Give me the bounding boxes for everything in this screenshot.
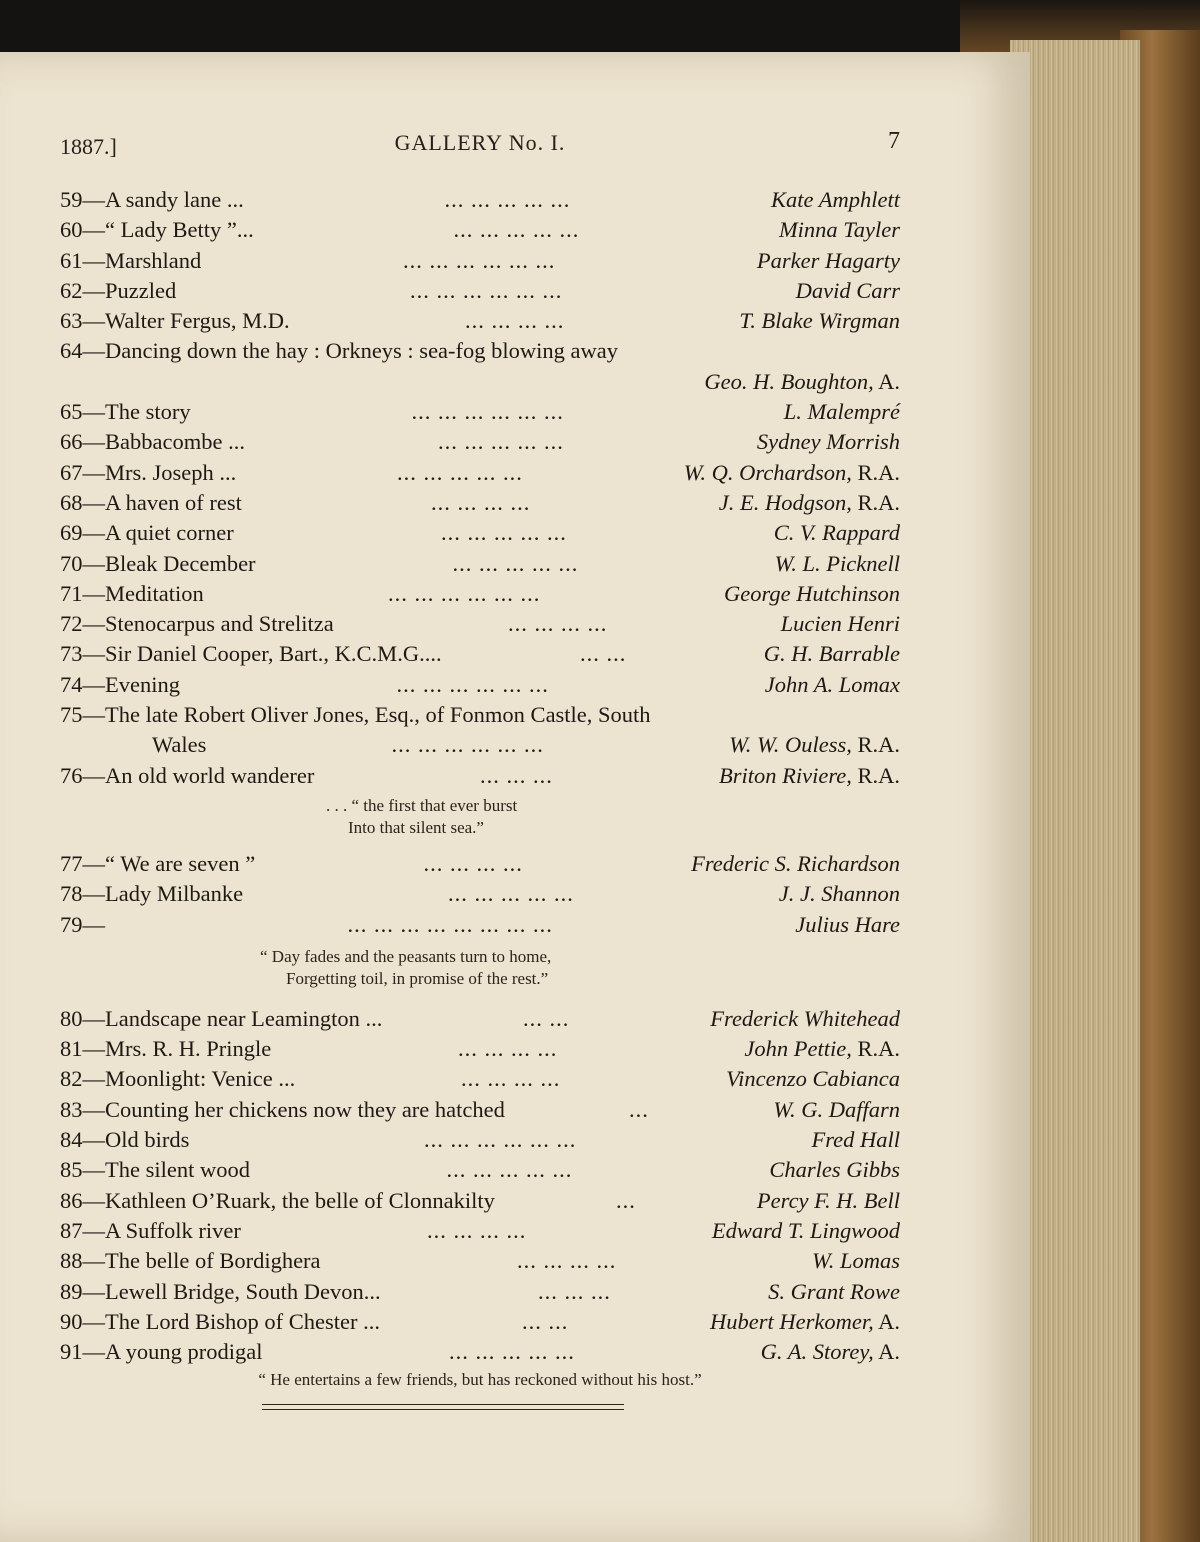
entry-artist-honour: R.A. <box>851 1036 900 1062</box>
entry-artist-name: Vincenzo Cabianca <box>726 1066 900 1092</box>
entry-artist <box>719 761 900 791</box>
entry-leader-dots: ... ... ... ... ... <box>446 1157 573 1183</box>
entry-leader-dots: ... ... ... <box>538 1278 611 1304</box>
entry-title: 83—Counting her chickens now they are hatched <box>60 1096 505 1122</box>
entry-title: 84—Old birds <box>60 1127 190 1153</box>
entry-artist <box>769 1155 900 1185</box>
entry-title: 60—“ Lady Betty ”... <box>60 217 254 243</box>
entry-leader-dots: ... ... ... ... ... <box>448 881 574 907</box>
verse-quote-1-line-1: . . . “ the first that ever burst <box>326 795 518 815</box>
catalogue-entry <box>60 185 900 215</box>
entry-artist-honour: R.A. <box>851 459 900 485</box>
entry-artist-honour: A. <box>873 368 900 394</box>
entry-title: 90—The Lord Bishop of Chester ... <box>60 1308 380 1334</box>
entry-artist <box>704 367 900 397</box>
entry-leader-dots: ... ... ... ... ... <box>449 1339 575 1365</box>
entry-artist <box>812 1246 900 1276</box>
entry-leader-dots: ... ... ... ... ... ... <box>403 247 556 273</box>
entry-title: 66—Babbacombe ... <box>60 429 245 455</box>
entry-title: 65—The story <box>60 399 191 425</box>
catalogue-entry <box>60 849 900 879</box>
catalogue-entry <box>60 215 900 245</box>
catalogue-entry <box>60 1095 900 1125</box>
entry-leader-dots: ... ... ... ... <box>458 1036 558 1062</box>
entry-artist <box>757 427 900 457</box>
entry-artist-name: Edward T. Lingwood <box>711 1217 900 1243</box>
entry-leader-dots: ... ... ... ... ... <box>397 459 523 485</box>
entry-artist-name: S. Grant Rowe <box>768 1278 900 1304</box>
entry-artist-name: L. Malempré <box>783 399 900 425</box>
entry-title: 72—Stenocarpus and Strelitza <box>60 611 334 637</box>
entry-artist-name: G. H. Barrable <box>763 641 900 667</box>
catalogue-entry <box>60 458 900 488</box>
entry-leader-dots: ... ... ... ... <box>427 1217 527 1243</box>
entry-artist <box>684 458 900 488</box>
entry-title: 71—Meditation <box>60 580 204 606</box>
catalogue-entry <box>60 579 900 609</box>
entry-artist <box>761 1337 900 1367</box>
catalogue-entry <box>60 336 900 366</box>
entry-artist <box>773 1095 900 1125</box>
entry-leader-dots: ... ... ... ... ... ... <box>424 1127 577 1153</box>
entry-leader-dots: ... ... ... ... ... <box>438 429 564 455</box>
entry-artist-name: W. W. Ouless, <box>729 732 852 758</box>
closing-rule <box>262 1404 624 1410</box>
entry-title: 89—Lewell Bridge, South Devon... <box>60 1278 381 1304</box>
catalogue-entry <box>60 730 900 760</box>
catalogue-entry <box>60 1216 900 1246</box>
entry-artist-name: David Carr <box>795 277 900 303</box>
page-header <box>60 128 900 168</box>
entry-artist-name: T. Blake Wirgman <box>739 308 900 334</box>
entry-leader-dots: ... ... ... ... ... <box>444 187 571 212</box>
entry-artist-name: Geo. H. Boughton, <box>704 368 874 394</box>
catalogue-entry <box>60 1064 900 1094</box>
entry-title: 80—Landscape near Leamington ... <box>60 1005 383 1031</box>
catalogue-entry <box>60 1246 900 1276</box>
entry-artist-name: Fred Hall <box>811 1127 900 1153</box>
entry-artist <box>774 518 900 548</box>
header-year: 1887.] <box>60 134 117 159</box>
entry-title: 87—A Suffolk river <box>60 1217 241 1243</box>
catalogue-entry <box>60 910 900 940</box>
entry-leader-dots: ... ... ... ... ... ... <box>391 732 544 758</box>
entry-group-2 <box>60 849 900 940</box>
entry-artist-name: W. L. Picknell <box>774 550 900 576</box>
entry-leader-dots: ... ... ... ... ... <box>452 550 579 576</box>
page-number: 7 <box>888 128 900 154</box>
entry-title: 77—“ We are seven ” <box>60 850 256 876</box>
catalogue-entry <box>60 276 900 306</box>
entry-leader-dots: ... ... ... ... <box>508 611 608 637</box>
entry-title: 62—Puzzled <box>60 277 177 303</box>
entry-artist <box>729 730 900 760</box>
catalogue-entry <box>60 1307 900 1337</box>
catalogue-entry <box>60 246 900 276</box>
entry-title: 63—Walter Fergus, M.D. <box>60 308 290 334</box>
entry-title: 73—Sir Daniel Cooper, Bart., K.C.M.G.... <box>60 641 442 667</box>
entry-artist <box>744 1034 900 1064</box>
entry-title: 74—Evening <box>60 671 180 697</box>
entry-leader-dots: ... <box>629 1096 649 1122</box>
entry-title: 69—A quiet corner <box>60 520 234 546</box>
catalogue-entry <box>60 367 900 397</box>
verse-quote-2 <box>60 940 900 1004</box>
entry-title: 75—The late Robert Oliver Jones, Esq., of Fonmon Castle, South <box>60 702 651 728</box>
entry-title: 82—Moonlight: Venice ... <box>60 1066 296 1092</box>
entry-leader-dots: ... ... ... ... <box>461 1066 561 1092</box>
entry-artist <box>710 1307 900 1337</box>
entry-title: 81—Mrs. R. H. Pringle <box>60 1036 272 1062</box>
entry-leader-dots: ... ... ... ... ... <box>441 520 567 546</box>
entry-artist-name: Sydney Morrish <box>756 429 900 455</box>
entry-artist-name: Julius Hare <box>795 911 900 937</box>
entry-title: 70—Bleak December <box>60 550 256 576</box>
entry-artist-honour: R.A. <box>851 762 900 788</box>
catalogue-entry <box>60 670 900 700</box>
entry-title: 79— <box>60 911 105 937</box>
entry-title: 68—A haven of rest <box>60 489 242 515</box>
catalogue-entry <box>60 488 900 518</box>
entry-leader-dots: ... ... ... ... <box>517 1248 617 1274</box>
entry-leader-dots: ... ... ... <box>480 762 553 788</box>
catalogue-entry <box>60 1125 900 1155</box>
verse-quote-1-line-2: Into that silent sea.” <box>348 817 484 837</box>
entry-artist-name: Minna Tayler <box>778 217 900 243</box>
entry-group-3 <box>60 1004 900 1368</box>
entry-title: 78—Lady Milbanke <box>60 881 244 907</box>
entry-artist-name: W. Q. Orchardson, <box>683 459 852 485</box>
entry-artist-name: J. E. Hodgson, <box>718 489 852 515</box>
entry-artist-name: J. J. Shannon <box>778 881 900 907</box>
entry-artist <box>757 246 900 276</box>
header-section-title: GALLERY No. I. <box>394 130 566 155</box>
catalogue-entry <box>60 609 900 639</box>
entry-title: Wales <box>152 732 207 758</box>
entry-leader-dots: ... <box>616 1187 636 1213</box>
entry-artist-name: Frederick Whitehead <box>710 1005 900 1031</box>
entry-leader-dots: ... ... ... ... <box>465 308 565 334</box>
catalogue-entry <box>60 1004 900 1034</box>
entry-leader-dots: ... ... <box>523 1005 570 1031</box>
entry-leader-dots: ... ... ... ... ... <box>453 217 580 243</box>
entry-artist-name: Percy F. H. Bell <box>756 1187 900 1213</box>
entry-artist-name: Charles Gibbs <box>769 1157 900 1183</box>
entry-artist-name: Briton Riviere, <box>718 762 852 788</box>
entry-title: 86—Kathleen O’Ruark, the belle of Clonnakilty <box>60 1187 495 1213</box>
entry-artist-name: Frederic S. Richardson <box>691 850 900 876</box>
entry-artist-name: George Hutchinson <box>723 580 900 606</box>
entry-leader-dots: ... ... ... ... <box>423 850 523 876</box>
entry-title: 85—The silent wood <box>60 1157 250 1183</box>
entry-artist <box>726 1064 900 1094</box>
entry-artist <box>719 488 900 518</box>
entry-title: 76—An old world wanderer <box>60 762 315 788</box>
entry-artist-honour: A. <box>873 1308 900 1334</box>
verse-quote-2-line-2: Forgetting toil, in promise of the rest.” <box>286 968 549 988</box>
entry-title: 59—A sandy lane ... <box>60 187 244 212</box>
entry-artist <box>779 879 900 909</box>
catalogue-entry <box>60 549 900 579</box>
entry-artist-honour: A. <box>873 1339 900 1365</box>
entry-leader-dots: ... ... ... ... ... ... ... ... <box>347 911 553 937</box>
entry-artist <box>775 549 900 579</box>
entry-leader-dots: ... ... ... ... ... ... <box>396 671 549 697</box>
entry-title: 61—Marshland <box>60 247 202 273</box>
entry-artist <box>795 910 900 940</box>
catalogue-entry <box>60 397 900 427</box>
entry-leader-dots: ... ... ... ... ... ... <box>388 580 541 606</box>
entry-artist-name: W. G. Daffarn <box>773 1096 900 1122</box>
catalogue-entry <box>60 761 900 791</box>
entry-artist <box>796 276 900 306</box>
entry-leader-dots: ... ... ... ... <box>431 489 531 515</box>
catalogue-entry <box>60 518 900 548</box>
catalogue-entry <box>60 427 900 457</box>
entry-leader-dots: ... ... <box>522 1308 569 1334</box>
entry-leader-dots: ... ... ... ... ... ... <box>410 277 563 303</box>
entry-leader-dots: ... ... ... ... ... ... <box>411 399 564 425</box>
entry-artist-name: G. A. Storey, <box>760 1339 874 1365</box>
entry-artist-name: John Pettie, <box>744 1036 852 1062</box>
entry-artist <box>765 670 900 700</box>
catalogue-entry <box>60 1186 900 1216</box>
entry-artist-name: Lucien Henri <box>780 611 900 637</box>
entry-artist-name: Kate Amphlett <box>771 187 900 212</box>
catalogue-entry <box>60 639 900 669</box>
entry-artist <box>739 306 900 336</box>
entry-artist <box>768 1277 900 1307</box>
entry-artist <box>691 849 900 879</box>
catalogue-entry <box>60 700 900 730</box>
catalogue-entry <box>60 1337 900 1367</box>
catalogue-list <box>60 185 900 1391</box>
entry-artist <box>771 185 900 215</box>
verse-quote-1 <box>60 791 900 849</box>
entry-artist-honour: R.A. <box>851 732 900 758</box>
entry-artist <box>811 1125 900 1155</box>
entry-artist <box>784 397 900 427</box>
entry-artist-name: Hubert Herkomer, <box>710 1308 874 1334</box>
entry-artist <box>764 639 900 669</box>
entry-artist-name: C. V. Rappard <box>773 520 900 546</box>
entry-artist-name: Parker Hagarty <box>756 247 900 273</box>
entry-artist <box>757 1186 900 1216</box>
catalogue-entry <box>60 306 900 336</box>
entry-artist <box>724 579 900 609</box>
entry-artist <box>712 1216 900 1246</box>
entry-artist <box>781 609 900 639</box>
entry-leader-dots: ... ... <box>580 641 627 667</box>
entry-title: 67—Mrs. Joseph ... <box>60 459 237 485</box>
entry-title: 64—Dancing down the hay : Orkneys : sea-fog blowing away <box>60 338 618 364</box>
catalogue-entry <box>60 1277 900 1307</box>
verse-quote-2-line-1: “ Day fades and the peasants turn to home, <box>260 946 552 966</box>
entry-artist-honour: R.A. <box>851 489 900 515</box>
entry-artist-name: John A. Lomax <box>764 671 900 697</box>
entry-title: 91—A young prodigal <box>60 1339 263 1365</box>
entry-artist-name: W. Lomas <box>812 1248 900 1274</box>
footer-quote: “ He entertains a few friends, but has reckoned without his host.” <box>258 1370 702 1390</box>
catalogue-entry <box>60 1155 900 1185</box>
entry-title: 88—The belle of Bordighera <box>60 1248 321 1274</box>
entry-artist <box>710 1004 900 1034</box>
entry-artist <box>779 215 900 245</box>
catalogue-entry <box>60 879 900 909</box>
entry-group-1 <box>60 185 900 791</box>
catalogue-entry <box>60 1034 900 1064</box>
